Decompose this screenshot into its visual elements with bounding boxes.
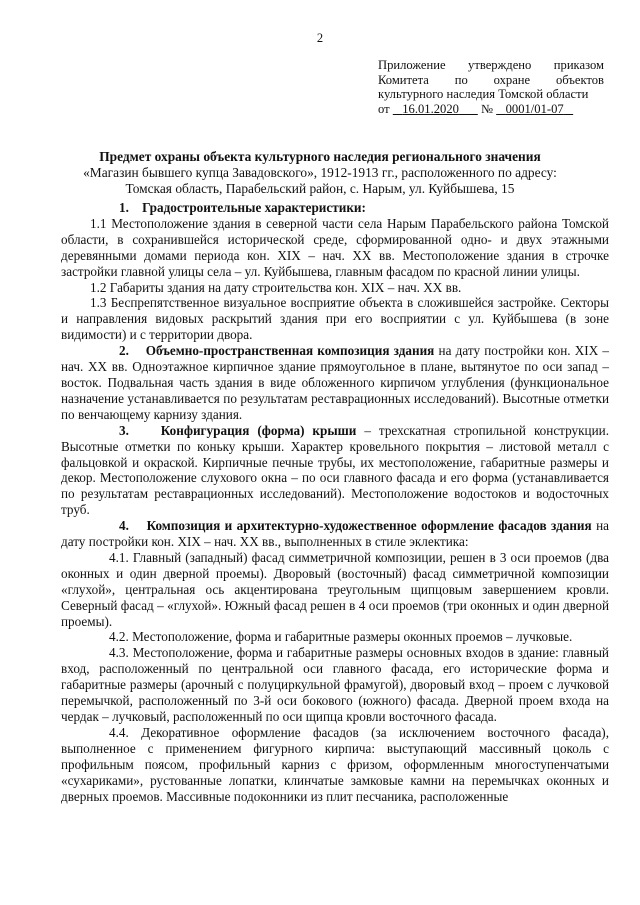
approval-line-2: Комитета по охране объектов (378, 72, 604, 87)
approval-date (393, 102, 478, 116)
document-body (61, 200, 609, 804)
paragraph-4-2: 4.2. Местоположение, форма и габаритные размеры оконных проемов – лучковые. (109, 629, 573, 645)
section-1-number: 1. (119, 200, 129, 215)
section-4 (61, 518, 609, 550)
approval-line-3: культурного наследия Томской области (378, 87, 589, 102)
section-1-title: Градостроительные характеристики: (142, 200, 366, 215)
order-number-value: 0001/01-07 (505, 101, 564, 116)
section-4-text: на дату постройки кон. XIX – нач. XX вв., выполненных в стиле эклектика: (61, 518, 609, 550)
section-1-heading (61, 200, 609, 216)
order-number (496, 102, 573, 116)
section-2-number: 2. (119, 343, 129, 359)
paragraph-1-2: 1.2 Габариты здания на дату строительства кон. XIX – нач. XX вв. (90, 279, 462, 295)
title-line-3: Томская область, Парабельский район, с. Нарым, ул. Куйбышева, 15 (125, 181, 515, 196)
section-3-number: 3. (119, 422, 129, 438)
section-4-title: Композиция и архитектурно-художественное оформление фасадов здания (146, 518, 592, 534)
number-sign: № (480, 101, 493, 116)
approval-line-1: Приложение утверждено приказом (378, 58, 604, 72)
section-2-text: на дату постройки кон. XIX – нач. XX вв. Одноэтажное кирпичное здание прямоугольное в плане, вытянутое по оси запад – восток. Подвальная часть здания в виде обложенного кирпичом углубления (функциональное назначение устанавливается по результатам реставрационных исследований). Высотные отметки по венчающему карнизу здания. (61, 343, 610, 422)
title-line-2: «Магазин бывшего купца Завадовского», 1912-1913 гг., расположенного по адресу: (83, 165, 557, 180)
page-number: 2 (316, 31, 324, 45)
document-title (60, 149, 580, 197)
approval-date-value: 16.01.2020 (402, 101, 459, 116)
section-4-number: 4. (119, 518, 129, 534)
section-2 (61, 343, 609, 423)
paragraph-4-4: 4.4. Декоративное оформление фасадов (за исключением восточного фасада), выполненное с применением фигурного кирпича: выступающий массивный цоколь с профильным поясом, профильный карниз с фризом, оформленным многоступенчатыми «сухариками», рустованные лопатки, клинчатые замковые камни на перемычках оконных и дверных проемов. Массивные подоконники из плит песчаника, расположенные (61, 724, 609, 804)
paragraph-4-3: 4.3. Местоположение, форма и габаритные размеры основных входов в здание: главный вход, расположенный по центральной оси главного фасада, его исторические форма и габаритные размеры (арочный с полуциркульной фрамугой), дворовый вход – проем с лучковой перемычкой, расположенный по 3-й оси бокового (южного) фасада. Дверной проем входа на чердак – лучковый, расположенный по оси щипца кровли восточного фасада. (61, 645, 609, 724)
title-heading: Предмет охраны объекта культурного наследия регионального значения (99, 149, 541, 164)
section-3-text: – трехскатная стропильной конструкции. Высотные отметки по коньку крыши. Характер кровельного покрытия – листовой металл с фальцовкой и окраской. Кирпичные печные трубы, их местоположение, габаритные размеры и декор. Местоположение слухового окна – по оси главного фасада и его форма (устанавливается по результатам реставрационных исследований). Местоположение водостоков и водосточных труб. (61, 422, 609, 518)
section-3 (61, 423, 609, 518)
section-2-title: Объемно-пространственная композиция здания (145, 343, 435, 359)
date-prefix: от (378, 101, 390, 116)
paragraph-1-1: 1.1 Местоположение здания в северной части села Нарым Парабельского района Томской области, в сохранившейся исторической среде, сформированной одно- и двух этажными деревянными домами периода кон. XIX – нач. XX вв. Местоположение здания в строчке застройки главной улицы села – ул. Куйбышева, главным фасадом по красной линии улицы. (61, 215, 609, 279)
paragraph-1-3: 1.3 Беспрепятственное визуальное восприятие объекта в сложившейся застройке. Секторы и направления видовых раскрытий здания при его восприятии с ул. Куйбышева (в зоне видимости) и с территории двора. (61, 295, 609, 343)
approval-block (378, 58, 604, 116)
paragraph-4-1: 4.1. Главный (западный) фасад симметричной композиции, решен в 3 оси проемов (два оконных и один дверной проемы). Дворовый (восточный) фасад симметричной композиции «глухой», центральная ось акцентирована треугольным щипцовым завершением кровли. Северный фасад – «глухой». Южный фасад решен в 4 оси проемов (три оконных и один дверной проемы). (61, 549, 609, 629)
section-3-title: Конфигурация (форма) крыши (160, 422, 357, 438)
approval-date-line (378, 102, 604, 117)
